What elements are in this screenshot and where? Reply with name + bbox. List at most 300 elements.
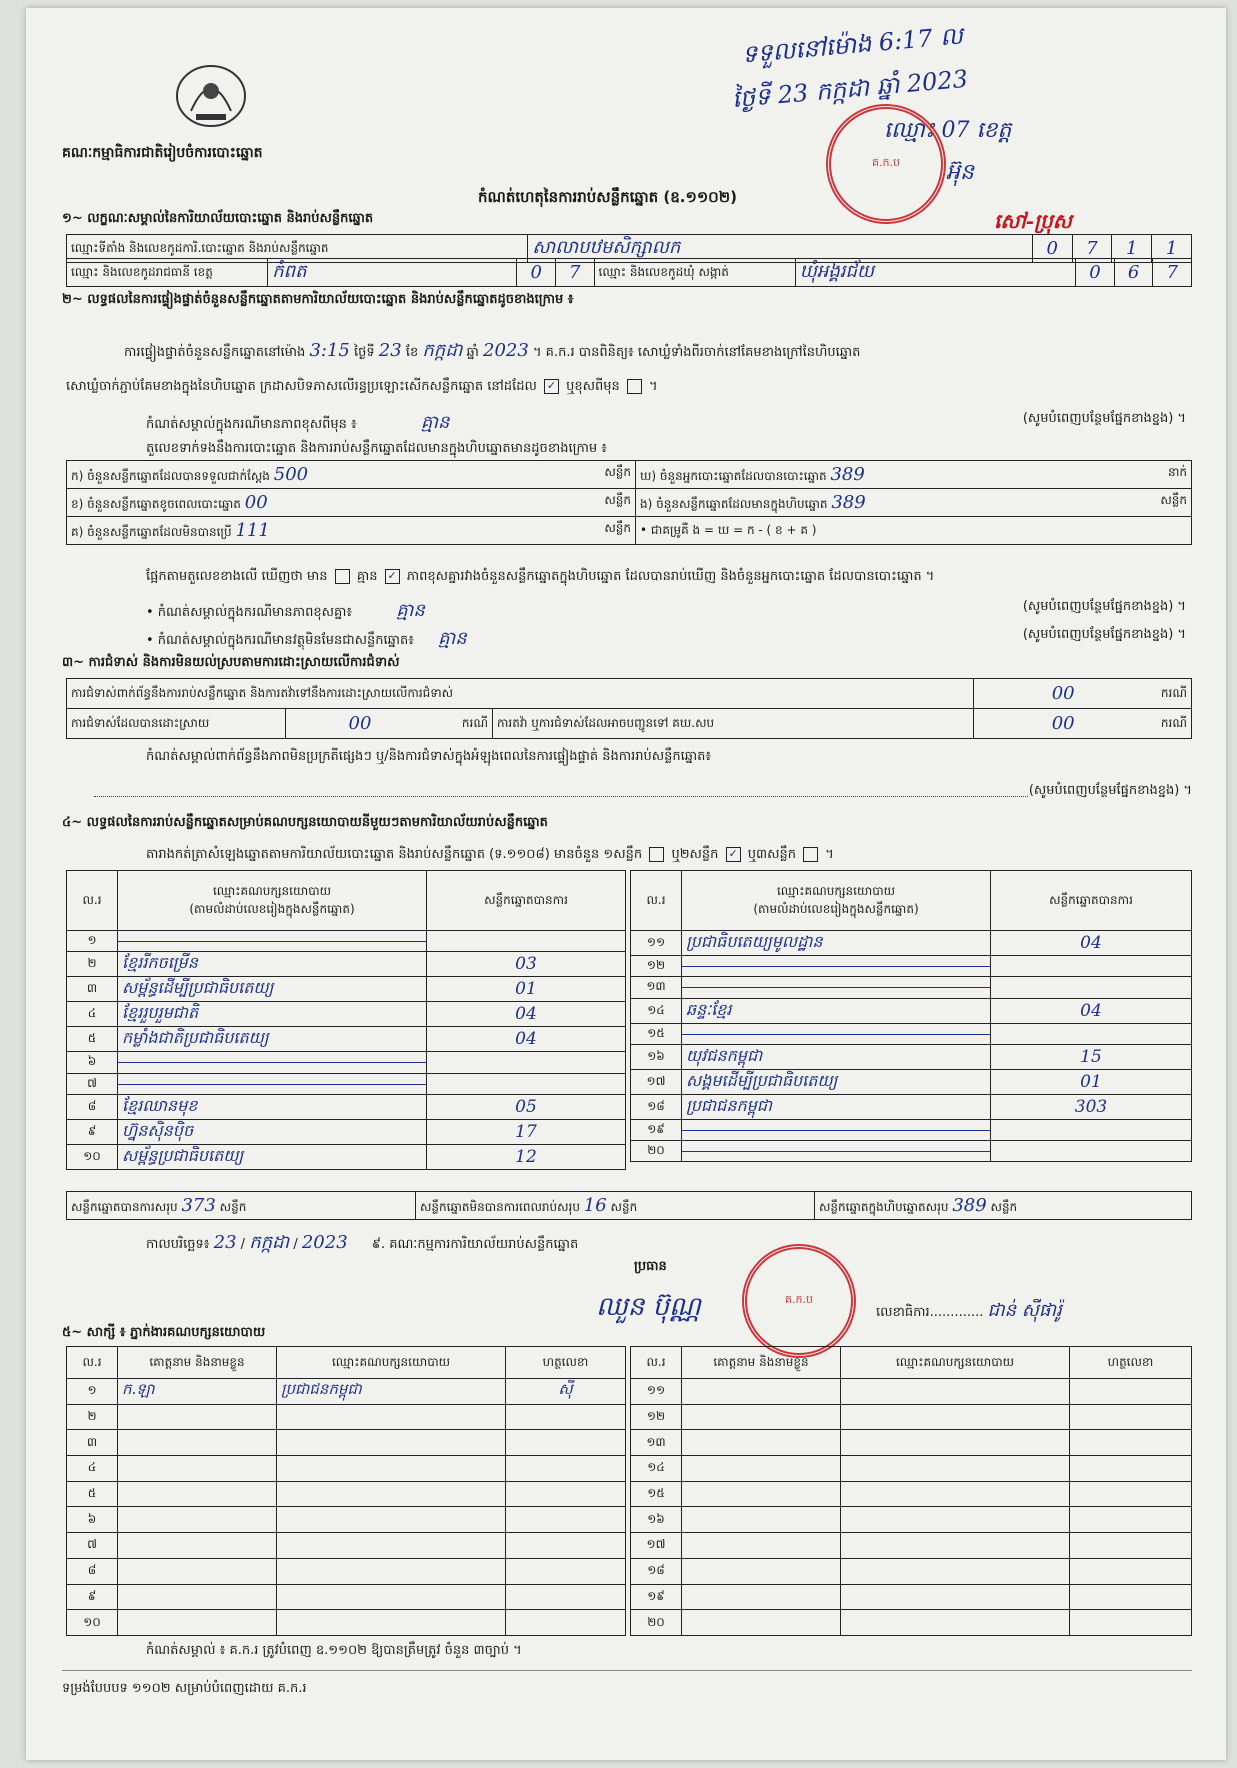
box-label: សន្លឹកឆ្នោតក្នុងហិបឆ្នោតសរុប	[819, 1199, 949, 1214]
row-number: ១០	[67, 1610, 118, 1636]
row-e	[67, 517, 636, 545]
chairman-signature: ឈួន ប៊ុណ្ណ	[596, 1292, 701, 1322]
witness-party	[277, 1558, 506, 1584]
witness-signature	[1070, 1533, 1192, 1559]
party-row	[67, 952, 626, 977]
party-row	[67, 1119, 626, 1144]
witness-name	[682, 1610, 841, 1636]
party-name: ឆន្ទៈខ្មែរ	[682, 998, 991, 1023]
witness-party	[841, 1404, 1070, 1430]
party-name	[118, 931, 427, 952]
strike-line	[682, 1034, 990, 1035]
witness-name	[682, 1404, 841, 1430]
reconcile-line2: សោឃ្លំចាក់ភ្ជាប់គែមខាងក្នុងនៃហិបឆ្នោត ក្រដាសបិទភាសលើរន្ធប្រឡោះសើកសន្លឹកឆ្នោត នៅដដែល ✓ ឬខុសពីមុន ។	[66, 379, 658, 394]
party-votes: 303	[991, 1094, 1192, 1119]
witness-party	[277, 1533, 506, 1559]
witness-row	[67, 1430, 626, 1456]
row-a-label: ក) ចំនួនសន្លឹកឆ្នោតដែលបានទទួលជាក់ស្តែង	[71, 468, 270, 483]
line2-or: ឬខុសពីមុន	[566, 379, 620, 394]
formula: • ជាគម្រូគឺ ង = ឃ = ក - ( ខ + គ )	[636, 517, 1192, 545]
row-number: ៤	[67, 1002, 118, 1027]
row-number: ១៣	[631, 1430, 682, 1456]
witness-signature	[506, 1610, 626, 1636]
witness-table-right	[630, 1346, 1192, 1636]
witness-party	[277, 1610, 506, 1636]
invalid-label: សន្លឹកឆ្នោតមិនបានការពេលរាប់សរុប	[420, 1199, 580, 1214]
witness-row	[67, 1558, 626, 1584]
complaints-table	[66, 678, 1192, 739]
witness-signature	[506, 1430, 626, 1456]
section-4-title: ៤~ លទ្ធផលនៃការរាប់សន្លឹកឆ្នោតសម្រាប់គណបក្សនយោបាយនីមួយៗតាមការិយាល័យរាប់សន្លឹកឆ្នោត	[62, 815, 548, 830]
year-label: ឆ្នាំ	[466, 345, 479, 360]
province-code-digit: 7	[555, 259, 594, 287]
party-name	[682, 977, 991, 998]
row-number: ៨	[67, 1094, 118, 1119]
party-name: ប្រជាជនកម្ពុជា	[682, 1094, 991, 1119]
discrepancy-line	[146, 568, 934, 587]
party-results-right	[630, 870, 1192, 1162]
witness-row	[67, 1610, 626, 1636]
remark-value: គ្មាន	[420, 412, 450, 433]
witness-row	[631, 1379, 1192, 1405]
party-row	[67, 1002, 626, 1027]
box-total	[815, 1192, 1192, 1220]
witness-signature	[506, 1404, 626, 1430]
witness-name	[118, 1430, 277, 1456]
sign-day: 23	[213, 1232, 237, 1253]
party-row	[67, 1027, 626, 1052]
party-votes: 04	[427, 1027, 626, 1052]
party-row	[631, 1023, 1192, 1044]
witness-name	[682, 1481, 841, 1507]
remark2-value: គ្មាន	[396, 600, 425, 621]
witness-name	[682, 1507, 841, 1533]
party-name: ខ្មែររីកចម្រើន	[118, 952, 427, 977]
two-sheet-checkbox[interactable]: ✓	[726, 847, 741, 862]
box-count-intro: តួលេខទាក់ទងនឹងការបោះឆ្នោត និងការរាប់សន្លឹកឆ្នោតដែលមានក្នុងហិបឆ្នោតមានដូចខាងក្រោម ៖	[146, 441, 607, 456]
row-e-label: គ) ចំនួនសន្លឹកឆ្នោតដែលមិនបានប្រើ	[71, 524, 232, 539]
section-3-title: ៣~ ការជំទាស់ និងការមិនយល់ស្របតាមការដោះស្រាយលើការជំទាស់	[62, 655, 400, 670]
remark2-label: • កំណត់សម្គាល់ក្នុងករណីមានភាពខុសគ្នា៖	[146, 605, 353, 620]
row-number: ១៥	[631, 1023, 682, 1044]
province-code-digit: 0	[517, 259, 556, 287]
receipt-note-line1: ទទួលនៅម៉ោង 6:17 ល	[740, 21, 965, 69]
label-station: ឈ្មោះទីតាំង និងលេខកូដការិ.បោះឆ្នោត និងរាប់សន្លឹកឆ្នោត	[67, 235, 528, 263]
chairman-label: ប្រធាន	[634, 1259, 667, 1274]
party-votes	[427, 931, 626, 952]
party-name	[118, 1052, 427, 1073]
province-commune-table	[66, 258, 1192, 287]
witness-name	[682, 1456, 841, 1482]
witness-row	[631, 1533, 1192, 1559]
col-party-text: ឈ្មោះគណបក្សនយោបាយ	[776, 883, 896, 898]
party-name: កម្លាំងជាតិប្រជាធិបតេយ្យ	[118, 1027, 427, 1052]
party-votes: 04	[991, 931, 1192, 956]
row-number: ៥	[67, 1481, 118, 1507]
row-number: ១០	[67, 1144, 118, 1169]
witness-signature	[1070, 1584, 1192, 1610]
section-2-title: ២~ លទ្ធផលនៃការផ្ទៀងផ្ទាត់ចំនួនសន្លឹកឆ្នោតតាមការិយាល័យបោះឆ្នោត និងរាប់សន្លឹកឆ្នោតដូចខាងក្រោម ៖	[62, 292, 574, 307]
label-province: ឈ្មោះ និងលេខកូដរាជធានី ខេត្ត	[67, 259, 268, 287]
party-votes	[427, 1052, 626, 1073]
col-party	[118, 871, 427, 931]
party-name: សម្ព័ន្ធប្រជាធិបតេយ្យ	[118, 1144, 427, 1169]
col-party: ឈ្មោះគណបក្សនយោបាយ	[277, 1347, 506, 1379]
complaints-filed-label: ការជំទាស់ពាក់ព័ន្ធនឹងការរាប់សន្លឹកឆ្នោត និងការតវ៉ាទៅនឹងការដោះស្រាយលើការជំទាស់	[67, 679, 974, 709]
col-party: ឈ្មោះគណបក្សនយោបាយ	[841, 1347, 1070, 1379]
witness-signature	[506, 1481, 626, 1507]
party-row	[67, 1094, 626, 1119]
row-c-value: 00	[244, 491, 268, 513]
witness-name	[118, 1507, 277, 1533]
row-b	[636, 461, 1192, 489]
row-number: ៣	[67, 977, 118, 1002]
witness-signature	[1070, 1558, 1192, 1584]
witness-row	[631, 1558, 1192, 1584]
col-party-sub: (តាមលំដាប់លេខរៀងក្នុងសន្លឹកឆ្នោត)	[753, 901, 919, 916]
party-votes	[427, 1073, 626, 1094]
sheets-pre: តារាងកត់ត្រាសំឡេងឆ្នោតតាមការិយាល័យបោះឆ្នោត និងរាប់សន្លឹកឆ្នោត (ទ.១១០៨) មានចំនួន ១សន្លឹក	[146, 847, 643, 862]
witness-name	[118, 1481, 277, 1507]
witness-name	[118, 1533, 277, 1559]
strike-line	[682, 966, 990, 967]
witness-party	[841, 1610, 1070, 1636]
row-a	[67, 461, 636, 489]
witness-row	[67, 1533, 626, 1559]
row-number: ៣	[67, 1430, 118, 1456]
row-c	[67, 489, 636, 517]
unit-case: ករណី	[434, 709, 493, 739]
witness-name: ក.ឡា	[118, 1379, 277, 1405]
strike-line	[682, 1130, 990, 1131]
witness-party	[277, 1481, 506, 1507]
witness-signature	[506, 1584, 626, 1610]
station-name: សាលាបឋមសិក្សាលក	[528, 235, 1032, 263]
row-c-label: ខ) ចំនួនសន្លឹកឆ្នោតខូចពេលបោះឆ្នោត	[71, 496, 241, 511]
witness-signature	[506, 1456, 626, 1482]
nec-emblem	[171, 56, 251, 130]
section-4-sheets: តារាងកត់ត្រាសំឡេងឆ្នោតតាមការិយាល័យបោះឆ្នោត និងរាប់សន្លឹកឆ្នោត (ទ.១១០៨) មានចំនួន ១សន្លឹក ឬ២សន្លឹក ✓ ឬ៣សន្លឹក ។	[146, 847, 834, 862]
witness-row	[631, 1610, 1192, 1636]
row-number: ៥	[67, 1027, 118, 1052]
witness-party	[841, 1507, 1070, 1533]
row-number: ២០	[631, 1141, 682, 1162]
ballot-count-form	[26, 8, 1226, 1760]
fill-hint: (សូមបំពេញបន្ថែមផ្នែកខាងខ្នង) ។	[1022, 599, 1186, 614]
witness-row	[67, 1507, 626, 1533]
row-number: ៧	[67, 1533, 118, 1559]
line2-text: សោឃ្លំចាក់ភ្ជាប់គែមខាងក្នុងនៃហិបឆ្នោត ក្រដាសបិទភាសលើរន្ធប្រឡោះសើកសន្លឹកឆ្នោត នៅដដែល	[66, 379, 537, 394]
valid-label: សន្លឹកឆ្នោតបានការសរុប	[71, 1199, 178, 1214]
reconcile-line1	[124, 338, 860, 365]
province-name: កំពត	[268, 259, 517, 287]
witness-row	[631, 1507, 1192, 1533]
witness-party: ប្រជាជនកម្ពុជា	[277, 1379, 506, 1405]
station-code-digit: 0	[1032, 235, 1072, 263]
col-name: គោត្តនាម និងនាមខ្លួន	[682, 1347, 841, 1379]
section-3-remark: កំណត់សម្គាល់ពាក់ព័ន្ធនឹងភាពមិនប្រក្រតីផ្សេងៗ ឬ/និងការជំទាស់ក្នុងអំឡុងពេលនៃការផ្ទៀងផ្ទាត់ និងការរាប់សន្លឹកឆ្នោត៖	[146, 749, 712, 764]
witness-signature	[506, 1507, 626, 1533]
col-sign: ហត្ថលេខា	[506, 1347, 626, 1379]
witness-name	[682, 1558, 841, 1584]
party-votes: 12	[427, 1144, 626, 1169]
witness-name	[682, 1430, 841, 1456]
witness-signature	[1070, 1481, 1192, 1507]
witness-signature	[506, 1533, 626, 1559]
col-no: ល.រ	[67, 1347, 118, 1379]
valid-total	[67, 1192, 416, 1220]
org-name: គណៈកម្មាធិការជាតិរៀបចំការបោះឆ្នោត	[62, 145, 263, 161]
footer-divider	[62, 1670, 1192, 1671]
witness-signature	[1070, 1507, 1192, 1533]
sheets-three: ឬ៣សន្លឹក	[747, 847, 796, 862]
unit: សន្លឹក	[604, 520, 631, 535]
strike-line	[682, 1151, 990, 1152]
sign-month: កក្កដា	[249, 1232, 290, 1253]
witness-row	[67, 1584, 626, 1610]
sign-year: 2023	[301, 1232, 348, 1253]
fill-hint: (សូមបំពេញបន្ថែមផ្នែកខាងខ្នង) ។	[1022, 411, 1186, 426]
party-row	[67, 1144, 626, 1169]
col-party-text: ឈ្មោះគណបក្សនយោបាយ	[212, 883, 332, 898]
party-row	[631, 1141, 1192, 1162]
witness-row	[67, 1456, 626, 1482]
witness-row	[67, 1404, 626, 1430]
sheets-two: ឬ២សន្លឹក	[671, 847, 719, 862]
date-label: កាលបរិច្ឆេទ៖	[146, 1237, 210, 1252]
party-votes	[991, 977, 1192, 998]
row-number: ៩	[67, 1584, 118, 1610]
witness-party	[841, 1558, 1070, 1584]
party-name	[682, 956, 991, 977]
row-a-value: 500	[273, 463, 309, 485]
remark3-label: • កំណត់សម្គាល់ក្នុងករណីមានវត្ថុមិនមែនជាសន្លឹកឆ្នោត៖	[146, 633, 414, 648]
footer-note: កំណត់សម្គាល់ ៖ គ.ក.រ ត្រូវបំពេញ ឧ.១១០២ ឱ្យបានត្រឹមត្រូវ ចំនួន ៣ច្បាប់ ។	[146, 1643, 522, 1658]
party-votes	[991, 956, 1192, 977]
forwarded-value: 00	[974, 709, 1153, 739]
day-label: ថ្ងៃទី	[354, 345, 375, 360]
time-value: 3:15	[309, 340, 350, 361]
party-results-left	[66, 870, 626, 1170]
witness-row	[67, 1379, 626, 1405]
invalid-total-value: 16	[583, 1194, 607, 1216]
party-row	[631, 1119, 1192, 1140]
party-row	[67, 977, 626, 1002]
party-row	[631, 956, 1192, 977]
row-number: ១៨	[631, 1094, 682, 1119]
line1-rest: ។ គ.ក.រ បានពិនិត្យ៖ សោឃ្លំទាំងពីរចាក់នៅគែមខាងក្រៅនៃហិបឆ្នោត	[532, 345, 861, 360]
party-row	[67, 931, 626, 952]
party-votes	[991, 1119, 1192, 1140]
witness-name	[118, 1558, 277, 1584]
remark-label: កំណត់សម្គាល់ក្នុងករណីមានភាពខុសពីមុន ៖	[146, 417, 357, 432]
commune-name: ឃុំអង្គរជ័យ	[795, 259, 1075, 287]
year-value: 2023	[483, 340, 529, 361]
row-number: ៦	[67, 1052, 118, 1073]
party-name: ហ្វ៊ុនស៊ិនប៉ិច	[118, 1119, 427, 1144]
invalid-total	[416, 1192, 815, 1220]
row-number: ៧	[67, 1073, 118, 1094]
commune-code-digit: 0	[1076, 259, 1115, 287]
row-number: ២	[67, 1404, 118, 1430]
resolved-value: 00	[286, 709, 435, 739]
row-b-value: 389	[830, 463, 865, 485]
seal-intact-checkbox[interactable]: ✓	[544, 379, 559, 394]
party-name: ប្រជាធិបតេយ្យមូលដ្ឋាន	[682, 931, 991, 956]
box-total-value: 389	[952, 1194, 987, 1216]
row-number: ១៧	[631, 1069, 682, 1094]
month-value: កក្កដា	[422, 340, 463, 361]
row-number: ១៩	[631, 1584, 682, 1610]
party-row	[631, 931, 1192, 956]
party-name: យុវជនកម្ពុជា	[682, 1044, 991, 1069]
witness-signature	[1070, 1610, 1192, 1636]
month-label: ខែ	[405, 345, 419, 360]
witness-signature: ស៊ី	[506, 1379, 626, 1405]
witness-party	[841, 1584, 1070, 1610]
remark-line-3	[146, 626, 1186, 653]
row-number: ១៤	[631, 1456, 682, 1482]
party-row	[631, 977, 1192, 998]
one-sheet-checkbox[interactable]	[649, 847, 664, 862]
disc-pre: ផ្អែកតាមតួលេខខាងលើ ឃើញថា មាន	[146, 569, 328, 584]
witness-party	[277, 1507, 506, 1533]
row-number: ៦	[67, 1507, 118, 1533]
unit: សន្លឹក	[219, 1199, 247, 1214]
witness-row	[631, 1404, 1192, 1430]
three-sheet-checkbox[interactable]	[803, 847, 818, 862]
secretary-name: ជាន់ ស៊ីផារ៉ូ	[987, 1300, 1062, 1321]
disc-rest: ភាពខុសគ្នារវាងចំនួនសន្លឹកឆ្នោតក្នុងហិបឆ្នោត ដែលបានរាប់ឃើញ និងចំនួនអ្នកបោះឆ្នោត ដែលបានបោះឆ្នោត ។	[406, 569, 935, 584]
unit: នាក់	[1167, 464, 1187, 479]
party-row	[631, 1044, 1192, 1069]
row-number: ១៩	[631, 1119, 682, 1140]
time-label: ការផ្ទៀងផ្ទាត់ចំនួនសន្លឹកឆ្នោតនៅម៉ោង	[124, 345, 306, 360]
secretary-line	[876, 1298, 1062, 1325]
row-number: ១៣	[631, 977, 682, 998]
witness-name	[118, 1456, 277, 1482]
col-sign: ហត្ថលេខា	[1070, 1347, 1192, 1379]
fill-hint: (សូមបំពេញបន្ថែមផ្នែកខាងខ្នង) ។	[1029, 782, 1192, 801]
section-5-title: ៥~ សាក្សី ៖ ភ្នាក់ងារគណបក្សនយោបាយ	[62, 1325, 266, 1340]
station-code-digit: 1	[1152, 235, 1192, 263]
official-seal-bottom	[742, 1244, 856, 1358]
party-name	[118, 1073, 427, 1094]
valid-total-value: 373	[181, 1194, 216, 1216]
party-votes: 01	[991, 1069, 1192, 1094]
witness-party	[841, 1379, 1070, 1405]
witness-row	[631, 1584, 1192, 1610]
secretary-label: លេខាធិការ.............	[876, 1305, 984, 1320]
witness-name	[118, 1404, 277, 1430]
strike-line	[118, 1084, 426, 1085]
witness-name	[118, 1610, 277, 1636]
witness-party	[277, 1584, 506, 1610]
witness-row	[631, 1456, 1192, 1482]
witness-party	[277, 1456, 506, 1482]
unit: សន្លឹក	[604, 492, 631, 507]
witness-party	[841, 1456, 1070, 1482]
official-seal-top	[826, 104, 946, 224]
col-no: ល.រ	[631, 871, 682, 931]
witness-party	[841, 1533, 1070, 1559]
form-title: កំណត់ហេតុនៃការរាប់សន្លឹកឆ្នោត (ឧ.១១០២)	[478, 188, 738, 206]
witness-row	[631, 1481, 1192, 1507]
row-number: ១៦	[631, 1044, 682, 1069]
col-party	[682, 871, 991, 931]
col-no: ល.រ	[67, 871, 118, 931]
unit: សន្លឹក	[990, 1199, 1018, 1214]
row-number: ១	[67, 931, 118, 952]
row-b-label: ឃ) ចំនួនអ្នកបោះឆ្នោតដែលបានបោះឆ្នោត	[640, 468, 827, 483]
party-row	[631, 998, 1192, 1023]
party-votes: 03	[427, 952, 626, 977]
witness-party	[277, 1404, 506, 1430]
row-number: ១១	[631, 931, 682, 956]
fill-hint: (សូមបំពេញបន្ថែមផ្នែកខាងខ្នង) ។	[1022, 627, 1186, 642]
strike-line	[118, 941, 426, 942]
witness-signature	[1070, 1379, 1192, 1405]
witness-party	[841, 1430, 1070, 1456]
disc-no: គ្មាន	[356, 569, 378, 584]
discrepancy-yes-checkbox[interactable]	[335, 569, 350, 584]
row-d-label: ង) ចំនួនសន្លឹកឆ្នោតដែលមានក្នុងហិបឆ្នោត	[640, 496, 828, 511]
row-number: ១៦	[631, 1507, 682, 1533]
party-votes: 01	[427, 977, 626, 1002]
seal-text-bottom: គ.ក.ប	[785, 1293, 813, 1306]
party-row	[631, 1094, 1192, 1119]
complaints-filed-value: 00	[974, 679, 1153, 709]
commune-code-digit: 6	[1114, 259, 1153, 287]
witness-name	[682, 1379, 841, 1405]
party-votes: 04	[427, 1002, 626, 1027]
party-votes: 17	[427, 1119, 626, 1144]
receipt-red-note: សៅ-ប្រុស	[994, 209, 1072, 233]
col-name: គោត្តនាម និងនាមខ្លួន	[118, 1347, 277, 1379]
party-votes	[991, 1141, 1192, 1162]
row-number: ១៧	[631, 1533, 682, 1559]
unit: សន្លឹក	[604, 464, 631, 479]
witness-name	[118, 1584, 277, 1610]
party-votes: 04	[991, 998, 1192, 1023]
witness-party	[277, 1430, 506, 1456]
party-name	[682, 1119, 991, 1140]
station-code-digit: 7	[1072, 235, 1112, 263]
party-name: ខ្មែររួបរួមជាតិ	[118, 1002, 427, 1027]
row-number: ១៥	[631, 1481, 682, 1507]
seal-text-top: គ.ក.ប	[872, 156, 900, 169]
seal-broken-checkbox[interactable]	[627, 379, 642, 394]
row-d-value: 389	[831, 491, 866, 513]
row-number: ១	[67, 1379, 118, 1405]
remark3-value: គ្មាន	[438, 628, 467, 649]
party-name: ខ្មែរឈានមុខ	[118, 1094, 427, 1119]
witness-signature	[1070, 1430, 1192, 1456]
col-votes: សន្លឹកឆ្នោតបានការ	[427, 871, 626, 931]
date-line: កាលបរិច្ឆេទ៖ 23 / កក្កដា / 2023 ៩. គណៈកម្មការការិយាល័យរាប់សន្លឹកឆ្នោត	[146, 1232, 579, 1253]
party-votes: 15	[991, 1044, 1192, 1069]
receipt-note-line4: អ៊ុន	[946, 160, 974, 185]
receipt-note-line2: ថ្ងៃទី 23 កក្កដា ឆ្នាំ 2023	[731, 64, 969, 114]
row-number: ១៤	[631, 998, 682, 1023]
receipt-note-line3: ឈ្មោះ 07 ខេត្ត	[884, 118, 1012, 143]
witness-row	[67, 1481, 626, 1507]
discrepancy-no-checkbox[interactable]: ✓	[385, 569, 400, 584]
resolved-label: ការជំទាស់ដែលបានដោះស្រាយ	[67, 709, 286, 739]
witness-table-left	[66, 1346, 626, 1636]
party-row	[67, 1073, 626, 1094]
party-row	[67, 1052, 626, 1073]
